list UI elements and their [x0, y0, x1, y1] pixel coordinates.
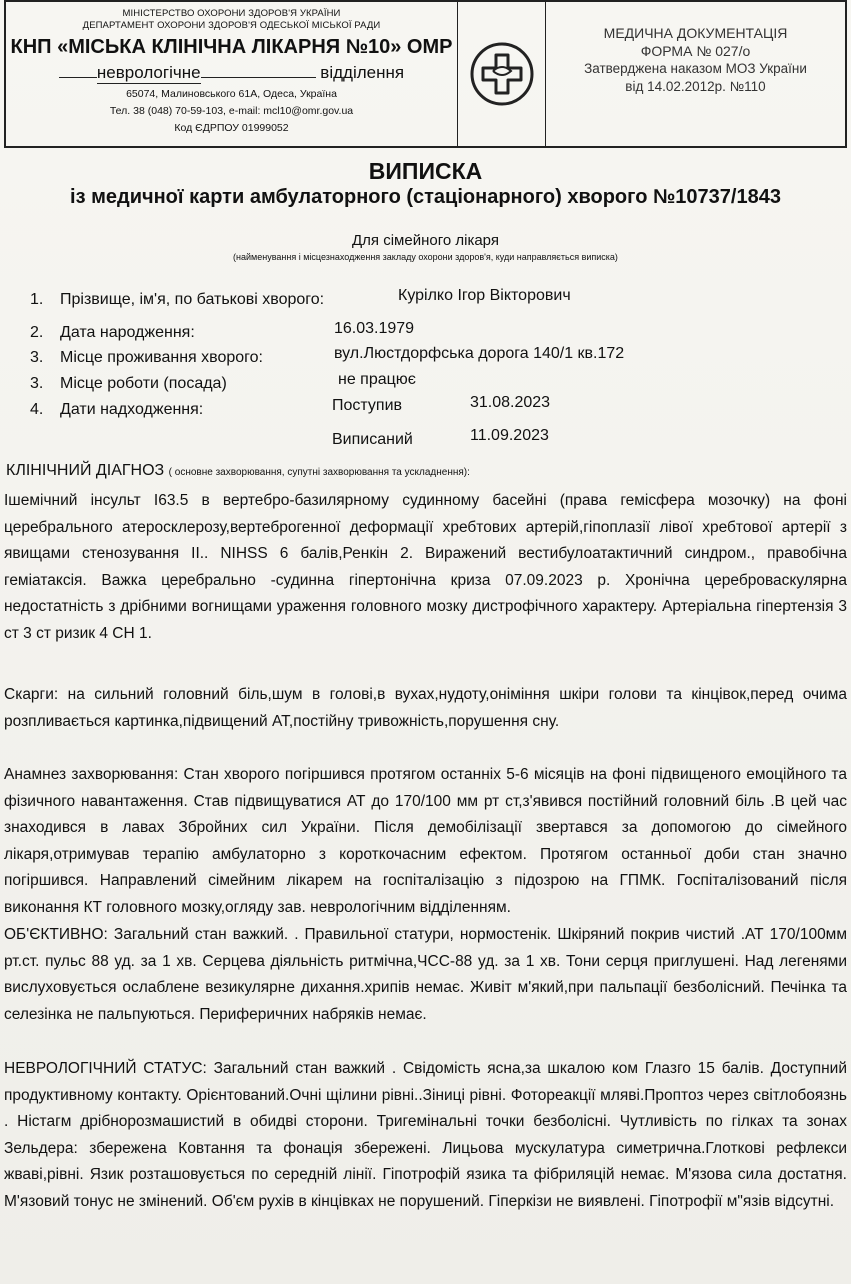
neuro-label: НЕВРОЛОГІЧНИЙ СТАТУС:: [4, 1060, 207, 1077]
ward-line: [6, 63, 457, 84]
ministry-name: МІНІСТЕРСТВО ОХОРОНИ ЗДОРОВ'Я УКРАЇНИ: [122, 8, 341, 19]
recipient-note: (найменування і місцезнаходження закладу охорони здоров'я, куди направляється виписка): [233, 252, 618, 262]
ward-suffix: відділення: [320, 63, 405, 82]
health-department-name: ДЕПАРТАМЕНТ ОХОРОНИ ЗДОРОВ'Я ОДЕСЬКОЇ МІСЬКОЇ РАДИ: [82, 20, 381, 31]
complaints-label: Скарги:: [4, 686, 59, 703]
anamnesis-section: [4, 762, 847, 921]
discharged-label: Виписаний: [332, 431, 413, 448]
admitted-label: Поступив: [332, 397, 403, 414]
document-subtitle: із медичної карти амбулаторного (стаціонарного) хворого №10737/1843: [70, 186, 781, 208]
form-title: МЕДИЧНА ДОКУМЕНТАЦІЯ: [603, 25, 788, 41]
field-num-5: 4.: [30, 401, 44, 418]
recipient: Для сімейного лікаря: [352, 232, 499, 249]
hospital-edrpou: Код ЄДРПОУ 01999052: [174, 122, 289, 134]
institution-block: [6, 2, 458, 146]
medical-cross-logo-icon: [469, 41, 535, 107]
objective-label: ОБ'ЄКТИВНО:: [4, 926, 108, 943]
document-header: [4, 0, 847, 148]
complaints-text: на сильний головний біль,шум в голові,в вухах,нудоту,оніміння шкіри голови та кінцівок,перед очима розпливається картинка,підвищений АТ,постійну тривожність,порушення сну.: [4, 686, 847, 730]
hospital-name: КНП «МІСЬКА КЛІНІЧНА ЛІКАРНЯ №10» ОМР: [10, 36, 453, 58]
anamnesis-label: Анамнез захворювання:: [4, 766, 179, 783]
field-label-birthdate: Дата народження:: [60, 324, 195, 341]
diagnosis-heading-line: [6, 462, 470, 480]
field-num-3: 3.: [30, 349, 44, 366]
hospital-address: 65074, Малиновського 61А, Одеса, Україна: [126, 88, 337, 100]
objective-section: [4, 922, 847, 1028]
diagnosis-heading: КЛІНІЧНИЙ ДІАГНОЗ: [6, 462, 165, 479]
diagnosis-text: Ішемічний інсульт I63.5 в вертебро-базилярному судинному басейні (права гемісфера мозочку) на фоні церебрального атеросклерозу,вертеброгенної деформації хребтових артерій,гіпоплазії лівої хребтової артерії з явищами стенозування II.. NIHSS 6 балів,Ренкін 2. Виражений вестибулоатактичний синдром., правобічна геміатаксія. Важка церебрально -судинна гіпертонічна криза 07.09.2023 р. Хронічна цереброваскулярна недостатність з дрібними вогнищами ураження головного мозку дистрофічного характеру. Артеріальна гіпертензія 3 ст 3 ст ризик 4 СН 1.: [4, 492, 847, 642]
neuro-section: [4, 1056, 847, 1215]
anamnesis-text: Стан хворого погіршився протягом останніх 5-6 місяців на фоні підвищеного емоційного та фізичного навантаження. Став підвищуватися АТ до 170/100 мм рт ст,з'явився постійний головний біль .В цей час знаходився в лавах Збройних сил України. Після демобілізації звертався за допомогою до сімейного лікаря,отримував терапію амбулаторно з короткочасним ефектом. Протягом останньої доби стан значно погіршився. Направлений сімейним лікарем на госпіталізацію з підозрою на ГПМК. Госпіталізований після виконання КТ головного мозку,огляду зав. неврологічним відділенням.: [4, 766, 847, 916]
complaints-section: [4, 682, 847, 735]
field-value-birthdate: 16.03.1979: [334, 320, 415, 337]
field-label-residence: Місце проживання хворого:: [60, 349, 263, 366]
field-num-2: 2.: [30, 324, 44, 341]
neuro-text: Загальний стан важкий . Свідомість ясна,за шкалою ком Глазго 15 балів. Доступний продуктивному контакту. Орієнтований.Очні щілини рівні..Зіниці рівні. Фотореакції мляві.Проптоз через світлобоязнь . Ністагм дрібнорозмашистий в обидві сторони. Тригемінальні точки безболісні. Чутливість по гілках та зонах Зельдера: збережена Ковтання та фонація збережені. Лицьова мускулатура симетрична.Глоткові рефлекси жваві,рівні. Язик розташовується по середній лінії. Гіпотрофій язика та фібриляцій немає. М'язова сила достатня. М'язовий тонус не змінений. Об'єм рухів в кінцівках не порушений. Гіперкізи не виявлені. Гіпотрофії м"язів відсутні.: [4, 1060, 847, 1210]
discharged-date: 11.09.2023: [470, 427, 549, 444]
objective-text: Загальний стан важкий. . Правильної статури, нормостенік. Шкіряний покрив чистий .АТ 170/100мм рт.ст. пульс 88 уд. за 1 хв. Серцева діяльність ритмічна,ЧСС-88 уд. за 1 хв. Тони серця приглушені. Над легенями вислуховується ослаблене везикулярне дихання.хрипів немає. Живіт м'який,при пальпації безболісний. Печінка та селезінка не пальпуються. Периферичних набряків немає.: [4, 926, 847, 1023]
form-number: ФОРМА № 027/о: [640, 43, 751, 59]
field-value-residence: вул.Люстдорфська дорога 140/1 кв.172: [334, 345, 625, 362]
field-value-name: Курілко Ігор Вікторович: [398, 287, 571, 304]
form-info-block: [546, 2, 845, 146]
ward-name: неврологічне: [96, 63, 201, 82]
admitted-date: 31.08.2023: [470, 394, 551, 411]
field-num-4: 3.: [30, 375, 44, 392]
document-title: ВИПИСКА: [368, 158, 483, 184]
field-num-1: 1.: [30, 291, 44, 308]
form-approved: Затверджена наказом МОЗ України: [584, 61, 807, 76]
field-label-dates: Дати надходження:: [60, 401, 204, 418]
field-label-name: Прізвище, ім'я, по батькові хворого:: [60, 291, 325, 308]
diagnosis-heading-note: ( основне захворювання, супутні захворювання та ускладнення):: [168, 467, 470, 478]
field-value-workplace: не працює: [338, 371, 416, 388]
field-label-workplace: Місце роботи (посада): [60, 375, 227, 392]
logo-block: [458, 2, 546, 146]
form-date: від 14.02.2012р. №110: [625, 79, 766, 94]
hospital-contacts: Тел. 38 (048) 70-59-103, e-mail: mcl10@omr.gov.ua: [109, 105, 354, 117]
